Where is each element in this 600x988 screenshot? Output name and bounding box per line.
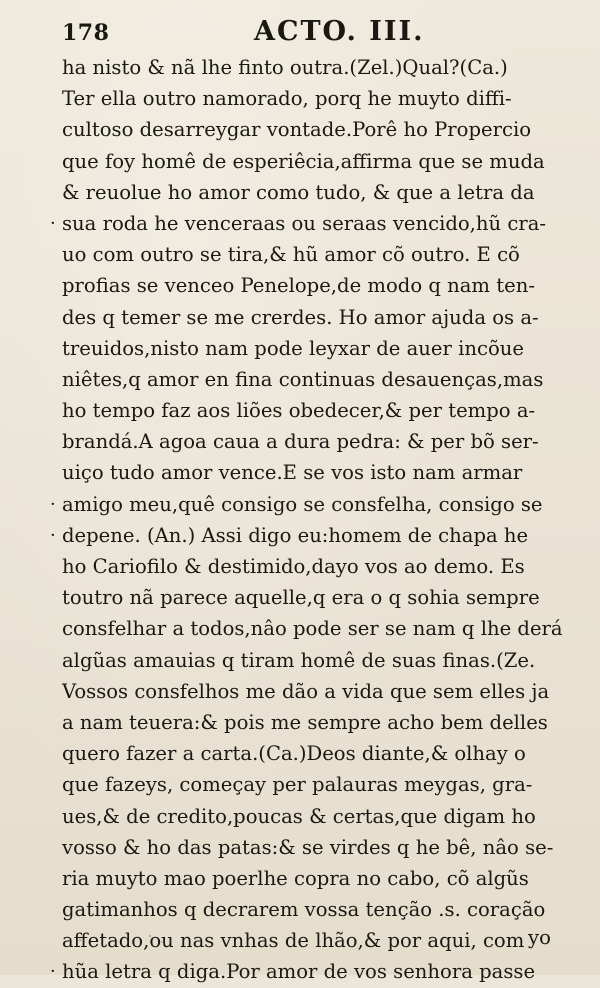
line-text: depene. (An.) Assi digo eu:homem de chapa he — [62, 523, 529, 547]
text-line — [48, 582, 588, 613]
text-line — [48, 83, 588, 114]
catchword: yo — [528, 926, 551, 949]
line-text: uo com outro se tira,& hũ amor cõ outro. E cõ — [62, 243, 520, 267]
running-head: ACTO. III. — [254, 16, 425, 47]
line-text: ho Cariofilo & destimido,dayo vos ao demo. Es — [62, 555, 525, 578]
line-text: affetado,ou nas vnhas de lhão,& por aqui, com — [62, 929, 525, 953]
line-text: treuidos,nisto nam pode leyxar de auer incõue — [62, 336, 524, 360]
line-text: algũas amauias q tiram homê de suas finas.(Ze. — [62, 648, 536, 672]
text-line — [48, 302, 588, 333]
line-text: cultoso desarreygar vontade.Porê ho Propercio — [62, 118, 532, 142]
page-number: 178 — [62, 20, 110, 46]
line-text: Vossos consfelhos me dão a vida que sem elles ja — [62, 679, 550, 703]
line-text: & reuolue ho amor como tudo, & que a letra da — [62, 180, 535, 204]
text-line — [48, 364, 588, 395]
text-line — [48, 270, 588, 301]
line-text: ha nisto & nã lhe finto outra.(Zel.)Qual?(Ca.) — [62, 56, 508, 79]
text-line — [48, 832, 588, 863]
line-text: a nam teuera:& pois me sempre acho bem delles — [62, 710, 548, 734]
text-line — [48, 956, 588, 987]
text-line — [48, 239, 588, 270]
line-text: Ter ella outro namorado, porq he muyto diffi- — [62, 87, 512, 111]
text-line — [48, 613, 588, 644]
line-text: vosso & ho das patas:& se virdes q he bê, nâo se- — [62, 835, 554, 859]
text-line — [48, 707, 588, 738]
line-text: ria muyto mao poerlhe copra no cabo, cõ algũs — [62, 866, 529, 890]
line-text: gatimanhos q decrarem vossa tenção .s. coração — [62, 898, 546, 922]
text-line — [48, 426, 588, 457]
line-text: hũa letra q diga.Por amor de vos senhora passe — [62, 960, 536, 984]
line-text: quero fazer a carta.(Ca.)Deos diante,& olhay o — [62, 742, 526, 766]
line-text: amigo meu,quê consigo se consfelha, consigo se — [62, 492, 543, 516]
margin-mark: · — [50, 524, 56, 546]
text-line — [48, 863, 588, 894]
text-line — [48, 457, 588, 488]
line-text: consfelhar a todos,nâo pode ser se nam q lhe derá — [62, 617, 563, 641]
text-line — [48, 489, 588, 520]
line-text: brandá.A agoa caua a dura pedra: & per bõ ser- — [62, 430, 539, 454]
text-line — [48, 645, 588, 676]
line-text: sua roda he venceraas ou seraas vencido,hũ cra- — [62, 211, 547, 235]
text-line — [48, 801, 588, 832]
page-header — [62, 14, 562, 48]
text-line — [48, 894, 588, 925]
line-text: que foy homê de esperiêcia,affirma que se muda — [62, 149, 545, 173]
ink-blemish — [70, 930, 190, 950]
text-line — [48, 520, 588, 551]
text-line — [48, 208, 588, 239]
text-line — [48, 395, 588, 426]
margin-mark: · — [50, 961, 56, 983]
line-text: uiço tudo amor vence.E se vos isto nam armar — [62, 461, 523, 485]
text-line — [48, 52, 588, 83]
text-line — [48, 177, 588, 208]
line-text: toutro nã parece aquelle,q era o q sohia sempre — [62, 586, 540, 610]
text-line — [48, 769, 588, 800]
text-line — [48, 676, 588, 707]
line-text: des q temer se me crerdes. Ho amor ajuda os a- — [62, 305, 539, 329]
line-text: que fazeys, começay per palauras meygas, gra- — [62, 773, 533, 797]
line-text: profias se venceo Penelope,de modo q nam ten- — [62, 274, 535, 298]
text-line — [48, 333, 588, 364]
margin-mark: · — [50, 493, 56, 515]
text-line — [48, 551, 588, 582]
line-text: ho tempo faz aos liões obedecer,& per tempo a- — [62, 399, 536, 423]
margin-mark: · — [50, 212, 56, 234]
body-text — [48, 52, 588, 988]
line-text: ues,& de credito,poucas & certas,que digam ho — [62, 804, 536, 828]
text-line — [48, 146, 588, 177]
text-line — [48, 738, 588, 769]
line-text: niêtes,q amor en fina continuas desauenças,mas — [62, 367, 544, 391]
text-line — [48, 114, 588, 145]
